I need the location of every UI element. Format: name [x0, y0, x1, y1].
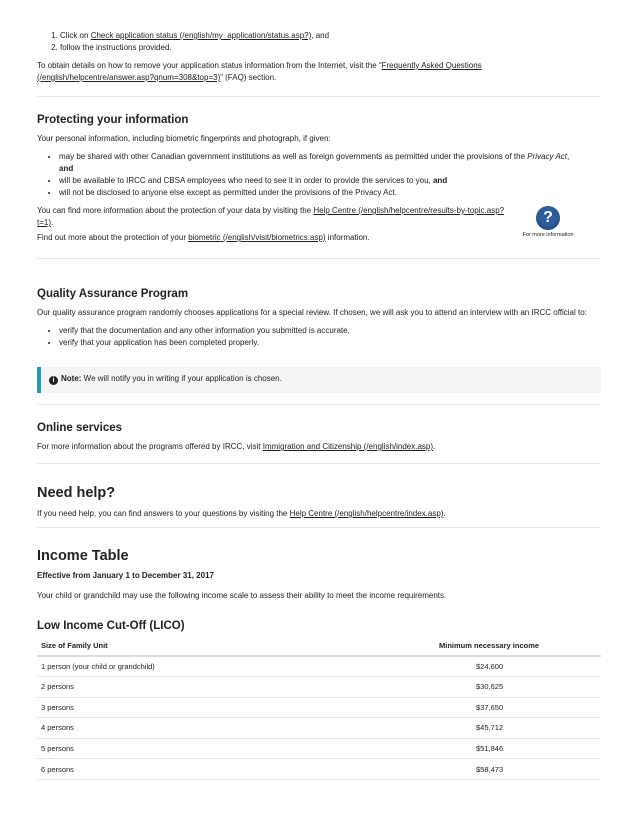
effective-dates: Effective from January 1 to December 31, 2017 [37, 571, 214, 580]
table-row [37, 677, 601, 698]
table-cell: 3 persons [37, 697, 439, 718]
paragraph-text: For more information about the programs offered by IRCC, visit [37, 442, 263, 451]
step-text: Click on [60, 31, 91, 40]
divider [37, 258, 601, 259]
status-removal-paragraph [37, 60, 601, 84]
bullet-text: may be shared with other Canadian government institutions as well as foreign governments as permitted under the provisions of the [59, 152, 528, 161]
help-label: For more information [522, 232, 574, 238]
protecting-bullets [37, 151, 601, 199]
qa-bullets [37, 325, 601, 349]
paragraph-text: information. [325, 233, 370, 242]
paragraph-text: . [443, 509, 446, 518]
list-item [59, 175, 601, 187]
table-cell: $30,625 [439, 677, 601, 698]
table-cell: $51,846 [439, 738, 601, 759]
need-help-paragraph [37, 508, 601, 520]
online-services-section [37, 421, 601, 453]
list-item: • will not be disclosed to anyone else except as permitted under the provisions of the Privacy Act. [59, 187, 601, 199]
table-cell: $24,600 [439, 656, 601, 677]
list-item: • verify that your application has been completed properly. [59, 337, 601, 349]
income-table-section [37, 547, 601, 633]
note-label: Note: [61, 374, 82, 383]
check-status-link[interactable]: Check application status (/english/my_application/status.asp?) [90, 31, 312, 40]
more-info-help-button[interactable] [518, 206, 578, 239]
online-services-paragraph [37, 441, 601, 453]
table-cell: 1 person (your child or grandchild) [37, 656, 439, 677]
divider [37, 96, 601, 97]
table-cell: $37,650 [439, 697, 601, 718]
table-cell: 4 persons [37, 718, 439, 739]
table-cell: 5 persons [37, 738, 439, 759]
faq-link-text: Frequently Asked Questions [381, 61, 482, 70]
table-cell: 6 persons [37, 759, 439, 780]
table-cell: $45,712 [439, 718, 601, 739]
paragraph-text: . [433, 442, 436, 451]
bold-and: and [59, 164, 74, 173]
more-info-paragraph [37, 205, 507, 229]
column-header: Size of Family Unit [37, 636, 439, 656]
list-item [59, 151, 601, 175]
qa-intro: Our quality assurance program randomly chooses applications for a special review. If chosen, we will ask you to attend an interview with an IRCC official to: [37, 308, 587, 317]
paragraph-text: Find out more about the protection of your [37, 233, 189, 242]
table-row [37, 697, 601, 718]
qa-section [37, 287, 601, 349]
help-centre-link[interactable]: Help Centre (/english/helpcentre/index.asp) [289, 509, 444, 518]
divider [37, 404, 601, 405]
paragraph-text: To obtain details on how to remove your application status information from the Internet, visit the “ [37, 61, 382, 70]
paragraph-text: You can find more information about the protection of your data by visiting the [37, 206, 314, 215]
table-row [37, 718, 601, 739]
help-centre-topic-link[interactable]: Help Centre (/english/helpcentre/results-by-topic.asp?t=1) [37, 206, 505, 227]
bold-and: and [432, 176, 448, 185]
divider [37, 463, 601, 464]
bullet-text: will be available to IRCC and CBSA employees who need to see it in order to provide the services to you, [59, 176, 433, 185]
note-text: We will notify you in writing if your application is chosen. [81, 374, 282, 383]
protecting-section [37, 113, 601, 244]
biometric-link[interactable]: biometric (/english/visit/biometrics.asp) [188, 233, 326, 242]
immigration-citizenship-link[interactable]: Immigration and Citizenship (/english/index.asp) [262, 442, 434, 451]
lico-table [37, 636, 601, 780]
info-icon: i [49, 376, 58, 385]
income-table-heading: Income Table [37, 548, 129, 564]
biometric-paragraph [37, 232, 601, 244]
note-callout [37, 367, 601, 393]
table-row [37, 656, 601, 677]
status-steps-list [37, 30, 597, 54]
list-item: 2. follow the instructions provided. [60, 42, 597, 54]
qa-heading: Quality Assurance Program [37, 288, 189, 300]
table-cell: 2 persons [37, 677, 439, 698]
protecting-heading: Protecting your information [37, 114, 189, 126]
protecting-intro: Your personal information, including biometric fingerprints and photograph, if given: [37, 134, 331, 143]
paragraph-text: If you need help, you can find answers to your questions by visiting the [37, 509, 290, 518]
list-item [60, 30, 597, 42]
table-cell: $58,473 [439, 759, 601, 780]
online-services-heading: Online services [37, 422, 123, 434]
table-header-row [37, 636, 601, 656]
column-header: Minimum necessary income [439, 636, 601, 656]
bullet-text: , [566, 152, 570, 161]
need-help-section [37, 484, 601, 520]
table-row [37, 738, 601, 759]
divider [37, 527, 601, 528]
faq-link-url: (/english/helpcentre/answer.asp?qnum=308&top=3) [37, 73, 221, 82]
paragraph-text: . [51, 218, 54, 227]
step-text: , and [311, 31, 330, 40]
privacy-act-italic: Privacy Act [527, 152, 567, 161]
need-help-heading: Need help? [37, 485, 116, 501]
list-item: • verify that the documentation and any other information you submitted is accurate, [59, 325, 601, 337]
table-row [37, 759, 601, 780]
income-intro: Your child or grandchild may use the following income scale to assess their ability to meet the income requirements. [37, 591, 447, 600]
question-mark-icon: ? [536, 206, 560, 230]
lico-heading: Low Income Cut-Off (LICO) [37, 620, 185, 632]
paragraph-text: ” (FAQ) section. [220, 73, 277, 82]
